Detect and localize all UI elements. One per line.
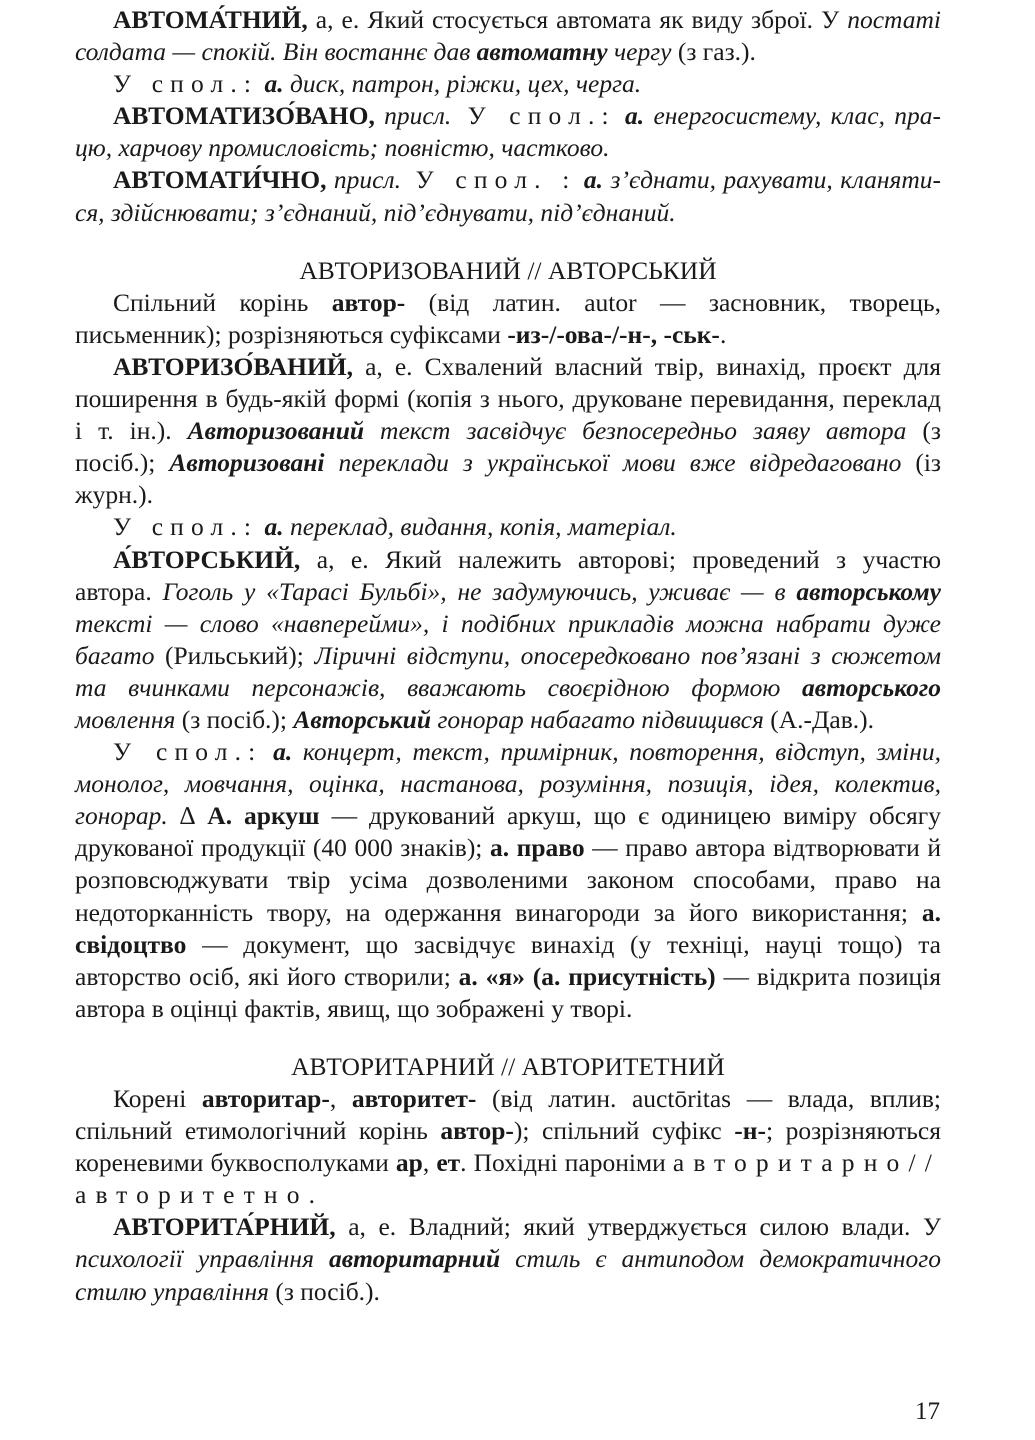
example: тексті — слово «навперейми», і подібних прикладів можна набрати дуже багато: [75, 608, 941, 670]
text: . Похідні пароніми: [460, 1148, 673, 1178]
headword: А́ВТОРСЬКИЙ,: [113, 544, 301, 574]
delta-icon: ∆: [167, 801, 208, 831]
uspol-abbr: а.: [262, 737, 293, 767]
uspol-abbr: а.: [258, 69, 284, 99]
example: постаті солдата — спокій. Він востаннє дав: [75, 5, 942, 67]
entry-avtorytarnyi: [75, 1211, 941, 1307]
term: а. свідоцтво: [75, 897, 941, 959]
suffix: -н-: [734, 1116, 766, 1146]
uspol-label: У спол.:: [113, 69, 259, 99]
example: текст засвідчує безпосередньо заяву автора: [364, 416, 907, 446]
source: (з посіб.);: [175, 704, 294, 734]
example-keyword: Авторський: [293, 704, 432, 734]
headword: АВТОМА́ТНИЙ,: [113, 5, 308, 34]
text: (від латин. autor — засновник, творець, письменник); розрізняються суфіксами: [75, 287, 941, 349]
example: психології управління: [75, 1244, 329, 1274]
letter-combo: ет: [436, 1148, 461, 1178]
uspol-abbr: а.: [615, 101, 645, 131]
definition: а, е. Схвалений власний твір, винахід, проєкт для поширення в будь-якій формі (копія з нього, друковане перевидання, переклад і т. ін.).: [75, 351, 941, 446]
section-intro: [75, 287, 941, 351]
example-keyword: авторського: [802, 672, 941, 702]
letter-combo: ар: [395, 1148, 423, 1178]
example-keyword: автоматну: [476, 37, 608, 67]
root: автор-: [440, 1116, 514, 1146]
source: (із журн.).: [75, 448, 941, 510]
source: (А.-Дав.).: [763, 704, 874, 734]
text: ; розрізняються кореневими буквосполуками: [75, 1116, 941, 1178]
uspol-items: переклад, видання, копія, матеріал.: [283, 512, 677, 542]
example: гонорар набагато підвищився: [431, 704, 764, 734]
source: (з посіб.).: [268, 1276, 380, 1306]
dictionary-page: [75, 4, 941, 1308]
grammar: присл.: [374, 101, 452, 131]
example-keyword: авторському: [796, 576, 941, 606]
uspol-avtomatnyi: [75, 68, 941, 100]
headword: АВТОРИТА́РНИЙ,: [113, 1212, 336, 1242]
term-definition: — право автора відтворювати й розповсюджувати твір усіма дозволеними законом способами, право на недоторканність твору, на одержання винагороди за його використання;: [75, 833, 941, 927]
section-title-avtoryzovanyi-avtorskyi: АВТОРИЗОВАНИЙ // АВТОРСЬКИЙ: [299, 255, 717, 285]
entry-avtomatnyi: [75, 4, 941, 68]
term-definition: — друкований аркуш, що є одиницею виміру обсягу друкованої продукції (40 000 знаків);: [75, 801, 941, 863]
uspol-avtorskyi: [75, 736, 941, 1025]
uspol-items: з’єднати, рахувати, кланятися, здійснювати; з’єднаний, під’єднувати, під’єднаний.: [75, 165, 942, 227]
spacer: [75, 1025, 941, 1051]
uspol-label: У спол.:: [113, 737, 263, 767]
example-keyword: Авторизований: [187, 416, 365, 446]
definition: а, е. Який належить авторові; проведений з участю автора.: [75, 544, 941, 606]
headword: АВТОРИЗО́ВАНИЙ,: [113, 351, 353, 381]
example-keyword: Авторизовані: [169, 448, 325, 478]
example: стиль є антиподом демократичного стилю управління: [75, 1244, 941, 1306]
example: Гоголь у «Тарасі Бульбі», не задумуючись, уживає — в: [162, 576, 797, 606]
text: ); спільний суфікс: [513, 1116, 735, 1146]
example: Ліричні відступи, опосередковано пов’язані з сюжетом та вчинками персонажів, вважають своєрідною формою: [75, 640, 941, 702]
uspol-label: У спол.:: [451, 101, 616, 131]
grammar: присл.: [326, 165, 401, 195]
uspol-items: диск, патрон, ріжки, цех, черга.: [283, 69, 642, 99]
entry-avtoryzovanyi: [75, 351, 941, 511]
paronyms-spaced: авторитарно//авторитетно.: [75, 1148, 941, 1210]
uspol-avtoryzovanyi: [75, 511, 941, 543]
text: Корені: [113, 1084, 202, 1113]
example-end: чергу: [607, 37, 672, 67]
headword: АВТОМАТИЗО́ВАНО,: [113, 101, 375, 131]
term-definition: — документ, що засвідчує винахід (у техніці, науці тощо) та авторство осіб, які його створили;: [75, 929, 941, 991]
text: ,: [422, 1148, 437, 1178]
term: а. право: [489, 833, 585, 863]
text: ,: [329, 1084, 352, 1113]
definition: Який стосується автомата як виду зброї. У: [367, 5, 848, 34]
text: (від латин. auctōritas — влада, вплив; спільний етимологічний корінь: [75, 1084, 941, 1146]
example: переклади з української мови вже відредаговано: [324, 448, 902, 478]
spacer: [75, 229, 941, 255]
term-definition: — відкрита позиція автора в оцінці фактів, явищ, що зображені у творі.: [75, 961, 941, 1023]
example-keyword: авторитарний: [328, 1244, 501, 1274]
example: мовлення: [75, 704, 176, 734]
headword: АВТОМАТИ́ЧНО,: [113, 165, 327, 195]
section-title-avtorytarnyi-avtorytetnyi: АВТОРИТАРНИЙ // АВТОРИТЕТНИЙ: [291, 1051, 725, 1081]
uspol-items: концерт, текст, примірник, повторення, відступ, зміни, монолог, мовчання, оцінка, настанова, розуміння, позиція, ідея, колектив, гонорар.: [75, 737, 941, 831]
source: (Рильський);: [154, 640, 315, 670]
source: (з газ.).: [671, 37, 756, 67]
uspol-abbr: а.: [258, 512, 284, 542]
term: А. аркуш: [207, 801, 320, 831]
page-number: 17: [915, 1398, 940, 1425]
section-intro: [75, 1083, 941, 1211]
grammar: а, е.: [307, 5, 368, 34]
uspol-items: енергосистему, клас, працю, харчову промисловість; повністю, частково.: [75, 101, 942, 163]
uspol-label: У спол.:: [113, 512, 259, 542]
text: Спільний корінь: [113, 287, 332, 317]
uspol-label: У спол. :: [401, 165, 577, 195]
source: (з посіб.);: [75, 416, 941, 478]
text: .: [719, 319, 727, 349]
suffixes: -из-/-ова-/-н-, -ськ-: [507, 319, 720, 349]
root: авторитар-: [201, 1084, 330, 1113]
definition: а, е. Владний; який утверджується силою влади. У: [335, 1212, 941, 1242]
term: а. «я» (а. присутність): [458, 961, 716, 991]
entry-avtomatychno: [75, 164, 941, 228]
root: автор-: [331, 287, 406, 317]
entry-avtomatyzovano: [75, 100, 941, 164]
uspol-abbr: а.: [576, 165, 604, 195]
root: авторитет-: [351, 1084, 477, 1113]
entry-avtorskyi: [75, 544, 941, 737]
